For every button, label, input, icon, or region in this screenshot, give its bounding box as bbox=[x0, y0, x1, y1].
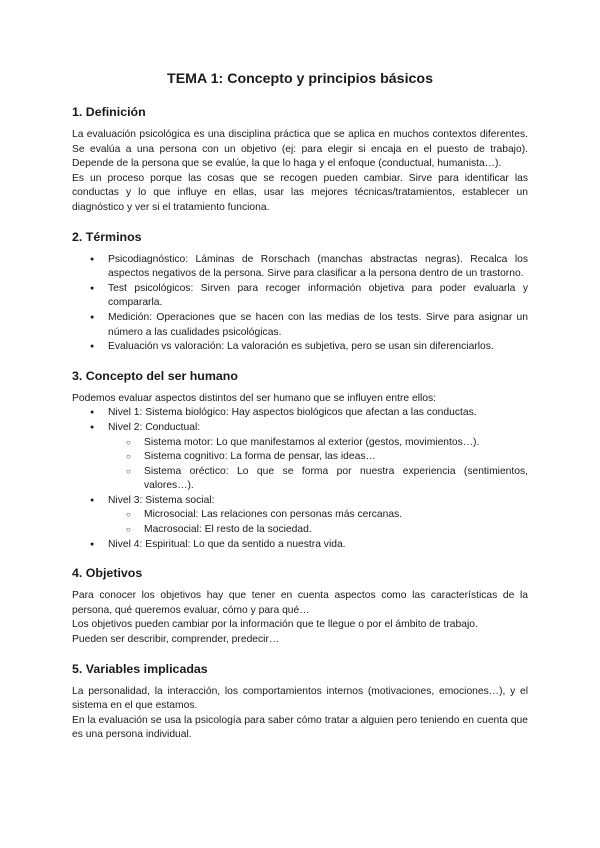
paragraph: Pueden ser describir, comprender, predecir… bbox=[72, 634, 280, 646]
list-item: ● Nivel 4: Espiritual: Lo que da sentido a nuestra vida. bbox=[72, 538, 528, 553]
sublist-item: ○ Sistema oréctico: Lo que se forma por nuestra experiencia (sentimientos, valores…). bbox=[72, 465, 528, 494]
paragraph: En la evaluación se usa la psicología para saber cómo tratar a alguien pero teniendo en cuenta que es una persona individual. bbox=[72, 714, 528, 741]
section-heading: 1. Definición bbox=[72, 105, 146, 119]
list-item: ● Nivel 3: Sistema social: bbox=[72, 494, 528, 509]
paragraph: Es un proceso porque las cosas que se recogen pueden cambiar. Sirve para identificar las conductas y lo que influye en ellas, usar las mejores técnicas/tratamientos, establecer un diagnóstico y ver si el tratamiento funciona. bbox=[72, 172, 528, 213]
section-objetivos bbox=[72, 565, 528, 647]
paragraph: Para conocer los objetivos hay que tener en cuenta aspectos como las características de la persona, qué queremos evaluar, cómo y para qué… bbox=[72, 590, 528, 616]
paragraph: Los objetivos pueden cambiar por la información que te llegue o por el ámbito de trabajo. bbox=[72, 619, 478, 631]
paragraph: La evaluación psicológica es una disciplina práctica que se aplica en muchos contextos diferentes. Se evalúa a una persona con un objetivo (ej: para elegir si encaja en el puesto de trabajo). Depende de la persona que se evalúe, la que lo haga y el enfoque (conductual, humanista…). bbox=[72, 129, 528, 170]
section-heading: 3. Concepto del ser humano bbox=[72, 368, 238, 383]
sublist-item: ○ Sistema cognitivo: La forma de pensar, las ideas… bbox=[72, 450, 528, 465]
levels-list bbox=[72, 538, 528, 553]
section-definicion bbox=[72, 104, 528, 216]
section-heading: 5. Variables implicadas bbox=[72, 661, 208, 676]
section-heading: 2. Términos bbox=[72, 229, 142, 244]
sublist bbox=[72, 436, 528, 494]
document-page bbox=[72, 70, 528, 756]
sublist-item: ○ Macrosocial: El resto de la sociedad. bbox=[72, 523, 528, 538]
list-item: ● Nivel 2: Conductual: bbox=[72, 421, 528, 436]
sublist-item: ○ Sistema motor: Lo que manifestamos al exterior (gestos, movimientos…). bbox=[72, 436, 528, 451]
paragraph: Podemos evaluar aspectos distintos del ser humano que se influyen entre ellos: bbox=[72, 392, 437, 404]
list-item: ● Nivel 1: Sistema biológico: Hay aspectos biológicos que afectan a las conductas. bbox=[72, 406, 528, 421]
paragraph: La personalidad, la interacción, los comportamientos internos (motivaciones, emociones…), y el sistema en el que estamos. bbox=[72, 685, 528, 712]
document-title: TEMA 1: Concepto y principios básicos bbox=[167, 71, 433, 87]
sublist-item: ○ Microsocial: Las relaciones con personas más cercanas. bbox=[72, 508, 528, 523]
levels-list bbox=[72, 406, 528, 435]
list-item: ● Evaluación vs valoración: La valoración es subjetiva, pero se usan sin diferenciarlos. bbox=[72, 340, 528, 355]
list-item: ● Test psicológicos: Sirven para recoger información objetiva para poder evaluarla y compararla. bbox=[72, 282, 528, 311]
section-concepto bbox=[72, 368, 528, 553]
sublist bbox=[72, 508, 528, 537]
list-item: ● Medición: Operaciones que se hacen con las medias de los tests. Sirve para asignar un número a las cualidades psicológicas. bbox=[72, 311, 528, 340]
section-heading: 4. Objetivos bbox=[72, 566, 143, 581]
list-item: ● Psicodiagnóstico: Láminas de Rorschach (manchas abstractas negras). Recalca los aspectos negativos de la persona. Sirve para clasificar a la persona dentro de un trastorno. bbox=[72, 253, 528, 282]
section-variables bbox=[72, 661, 528, 743]
levels-list bbox=[72, 494, 528, 509]
section-terminos bbox=[72, 229, 528, 355]
terms-list bbox=[72, 253, 528, 355]
